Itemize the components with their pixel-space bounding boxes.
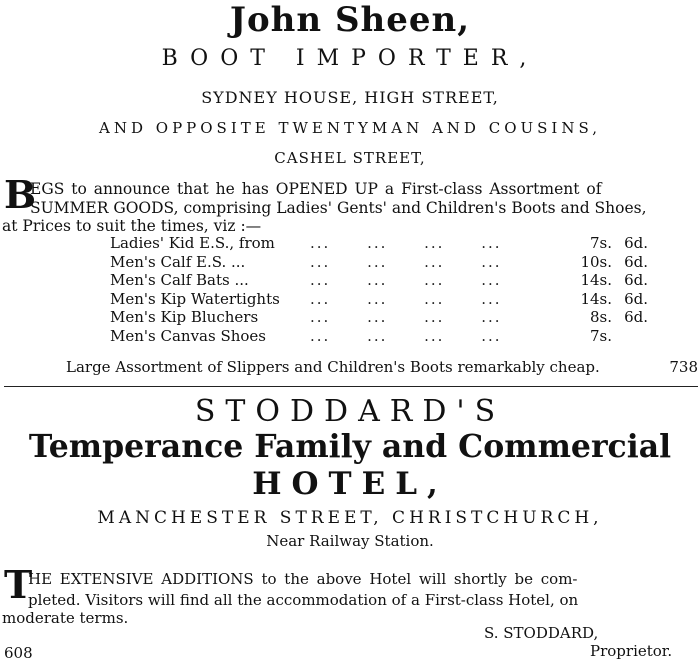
ad-reference-number: 608 [4,644,33,662]
price-shillings: 8s. [589,308,612,327]
price-row [110,253,648,272]
merchant-name: John Sheen, [229,0,471,40]
body-line-1: HE EXTENSIVE ADDITIONS to the above Hotel will shortly be com- [28,570,578,588]
body-line-2: pleted. Visitors will find all the accommodation of a First-class Hotel, on [28,591,579,609]
price-row [110,271,648,290]
signature: S. STODDARD, [484,624,599,642]
hotel-title-3: HOTEL, [252,466,448,502]
address-line-2: AND OPPOSITE TWENTYMAN AND COUSINS, [99,119,601,137]
hotel-near: Near Railway Station. [266,532,434,550]
price-leader: ... ... ... ... [310,234,502,253]
intro-line-2: SUMMER GOODS, comprising Ladies' Gents' and Children's Boots and Shoes, [30,199,647,217]
price-leader: ... ... ... ... [310,289,502,308]
divider-rule [4,386,698,387]
intro-line-3: at Prices to suit the times, viz :— [2,217,262,235]
price-item: Men's Kip Watertights [110,289,280,308]
merchant-trade: BOOT IMPORTER, [161,46,539,71]
price-shillings: 14s. [580,289,612,308]
price-list [110,234,648,345]
body-line-3: moderate terms. [2,609,129,627]
footer-note: Large Assortment of Slippers and Children's Boots remarkably cheap. [66,358,600,376]
address-line-3: CASHEL STREET, [274,149,426,167]
signature-role: Proprietor. [590,642,673,660]
hotel-title-2: Temperance Family and Commercial [28,428,672,465]
price-leader: ... ... ... ... [310,308,502,327]
price-item: Men's Canvas Shoes [110,326,266,345]
price-row [110,234,648,253]
price-pence: 6d. [624,308,648,327]
price-pence: 6d. [624,271,648,290]
price-shillings: 14s. [580,271,612,290]
hotel-street: MANCHESTER STREET, CHRISTCHURCH, [97,508,603,528]
price-pence: 6d. [624,289,648,308]
price-row [110,308,648,327]
price-pence: 6d. [624,234,648,253]
price-shillings: 7s. [589,326,612,345]
intro-dropcap: B [4,172,37,217]
hotel-title-1: STODDARD'S [194,394,506,429]
price-item: Men's Kip Bluchers [110,308,259,327]
price-leader: ... ... ... ... [310,271,502,290]
price-item: Men's Calf E.S. ... [110,252,246,271]
intro-line-1: EGS to announce that he has OPENED UP a First-class Assortment of [30,180,602,198]
body-dropcap: T [4,562,33,607]
price-item: Ladies' Kid E.S., from [110,234,275,253]
price-row [110,327,648,346]
price-row [110,290,648,309]
price-shillings: 10s. [580,252,612,271]
price-leader: ... ... ... ... [310,252,502,271]
price-pence: 6d. [624,252,648,271]
price-shillings: 7s. [589,234,612,253]
price-pence [612,327,648,346]
address-line-1: SYDNEY HOUSE, HIGH STREET, [201,88,499,107]
price-leader: ... ... ... ... [310,326,502,345]
price-item: Men's Calf Bats ... [110,271,249,290]
ad-reference-number: 738 [669,358,698,376]
